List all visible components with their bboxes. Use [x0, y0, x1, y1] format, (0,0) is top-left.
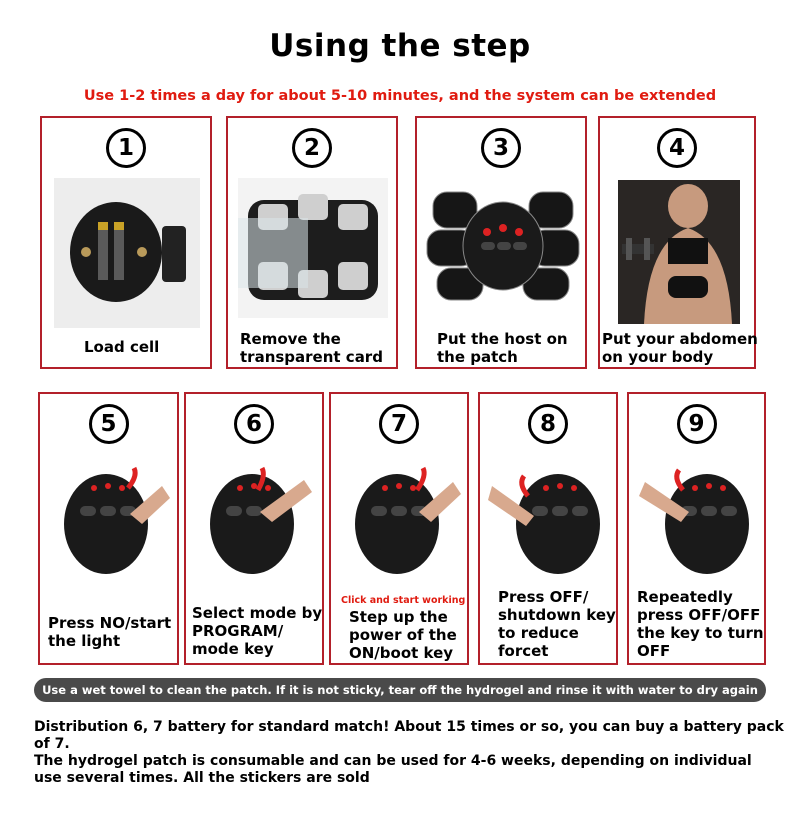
controller-photo-7: [341, 456, 463, 590]
page-title: Using the step: [269, 28, 531, 64]
cleaning-instruction-banner: Use a wet towel to clean the patch. If it is not sticky, tear off the hydrogel and rinse it with water to dry again: [34, 678, 766, 702]
body-patch-photo: [618, 180, 740, 324]
footer-hydrogel-note: The hydrogel patch is consumable and can be used for 4-6 weeks, depending on individual use several times. All the stickers are sold: [34, 753, 752, 786]
step-caption-7: Step up the power of the ON/boot key: [349, 608, 457, 662]
step-number-6: 6: [234, 404, 274, 444]
step-caption-8: Press OFF/ shutdown key to reduce forcet: [498, 588, 616, 660]
patch-host-photo: [425, 180, 581, 310]
step-card-4: [598, 116, 756, 369]
step-number-3: 3: [481, 128, 521, 168]
step-number-7: 7: [379, 404, 419, 444]
controller-photo-5: [50, 456, 172, 596]
battery-box-photo: [54, 178, 200, 328]
step-caption-1: Load cell: [84, 338, 160, 356]
step-note-7: Click and start working: [341, 595, 466, 606]
step-card-2: [226, 116, 398, 369]
step-card-5: [38, 392, 179, 665]
step-number-5: 5: [89, 404, 129, 444]
step-caption-5: Press NO/start the light: [48, 614, 172, 650]
step-caption-9: Repeatedly press OFF/OFF the key to turn OFF: [637, 588, 764, 660]
step-number-9: 9: [677, 404, 717, 444]
controller-photo-9: [637, 456, 761, 586]
footer-notes: [34, 719, 784, 787]
step-card-6: [184, 392, 324, 665]
page-subtitle: Use 1-2 times a day for about 5-10 minutes, and the system can be extended: [83, 88, 717, 104]
step-card-7: [329, 392, 469, 665]
transparent-card-photo: [238, 178, 388, 318]
step-number-4: 4: [657, 128, 697, 168]
step-card-1: [40, 116, 212, 369]
step-number-2: 2: [292, 128, 332, 168]
step-caption-2: Remove the transparent card: [240, 330, 383, 366]
step-card-8: [478, 392, 618, 665]
step-number-8: 8: [528, 404, 568, 444]
controller-photo-8: [488, 456, 612, 586]
step-number-1: 1: [106, 128, 146, 168]
step-card-3: [415, 116, 587, 369]
step-caption-3: Put the host on the patch: [437, 330, 568, 366]
step-caption-4: Put your abdomen on your body: [602, 330, 758, 366]
controller-photo-6: [196, 456, 318, 596]
footer-battery-note: Distribution 6, 7 battery for standard match! About 15 times or so, you can buy a battery pack of 7.: [34, 719, 784, 752]
step-caption-6: Select mode by PROGRAM/ mode key: [192, 604, 323, 658]
step-card-9: [627, 392, 766, 665]
